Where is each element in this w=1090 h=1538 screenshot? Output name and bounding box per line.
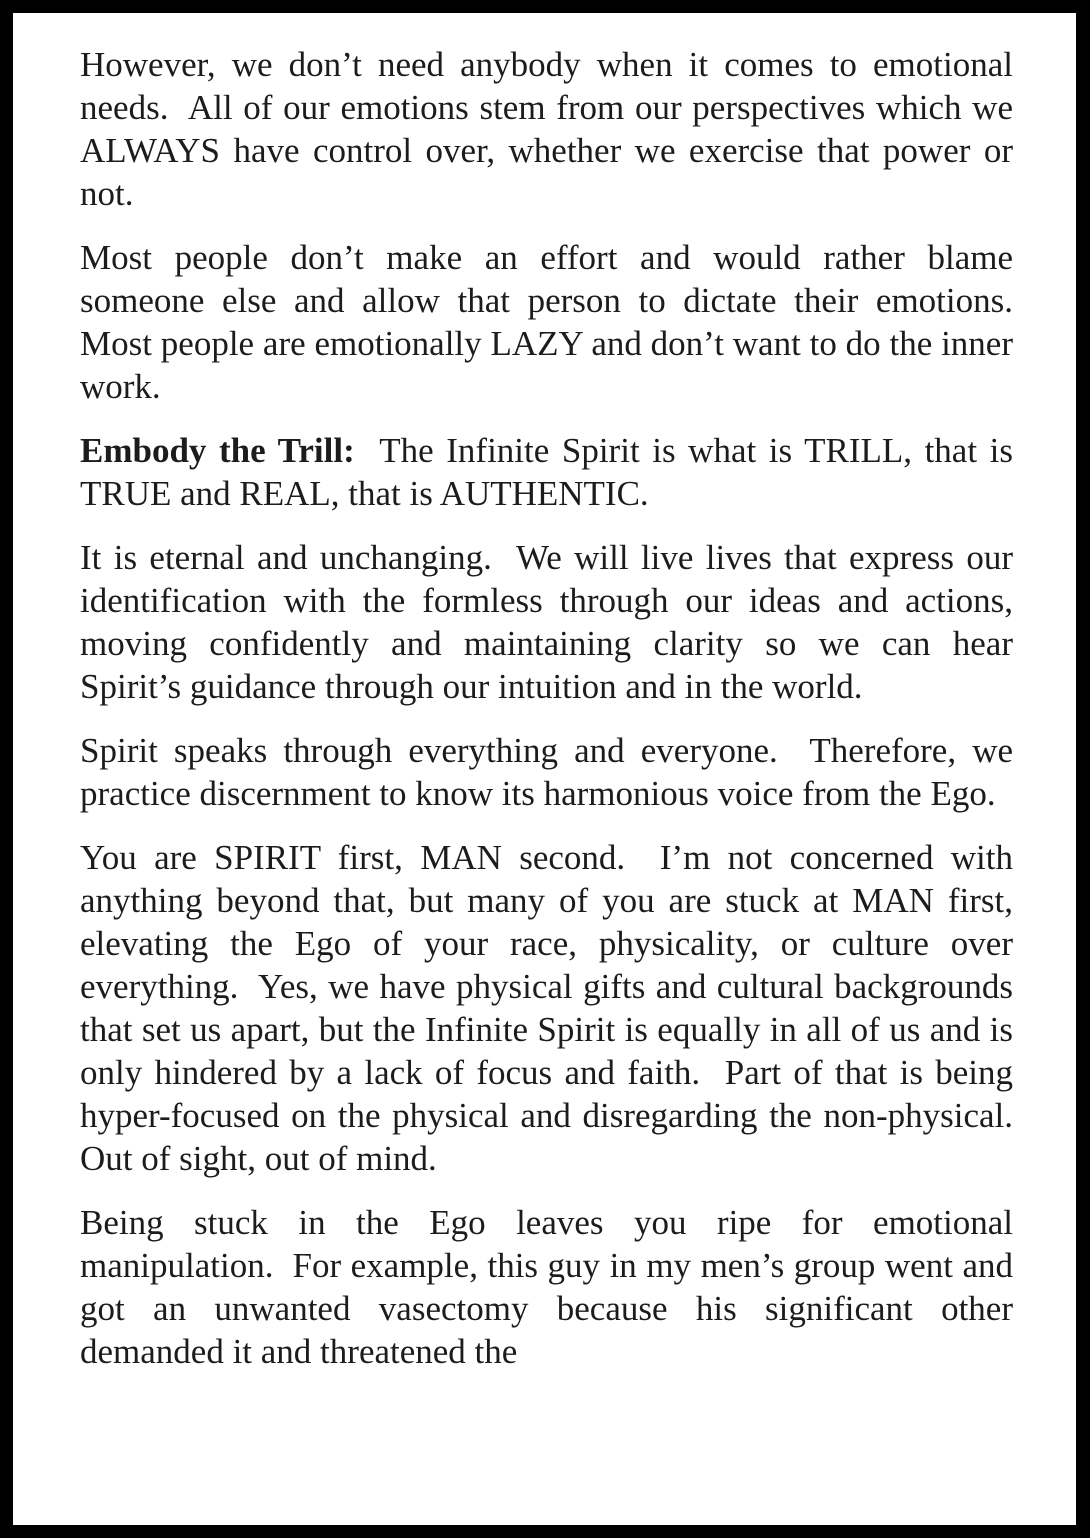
page-text-body xyxy=(80,43,1031,1373)
paragraph: Spirit speaks through everything and everyone. Therefore, we practice discernment to know its harmonious voice from the Ego. xyxy=(80,731,1022,813)
paragraph: It is eternal and unchanging. We will live lives that express our identification with the formless through our ideas and actions, moving confidently and maintaining clarity so we can hear Spirit’s guidance through our intuition and in the world. xyxy=(80,538,1022,706)
paragraph: Most people don’t make an effort and would rather blame someone else and allow that person to dictate their emotions. Most people are emotionally LAZY and don’t want to do the inner work. xyxy=(80,238,1031,406)
paragraph: Embody the Trill: The Infinite Spirit is what is TRILL, that is TRUE and REAL, that is AUTHENTIC. xyxy=(80,431,1022,513)
paragraph: However, we don’t need anybody when it comes to emotional needs. All of our emotions stem from our perspectives which we ALWAYS have control over, whether we exercise that power or not. xyxy=(80,45,1022,213)
paragraph-lead-bold: Embody the Trill: xyxy=(80,431,355,470)
paragraph: You are SPIRIT first, MAN second. I’m not concerned with anything beyond that, but many of you are stuck at MAN first, elevating the Ego of your race, physicality, or culture over everything. Yes, we have physical gifts and cultural backgrounds that set us apart, but the Infinite Spirit is equally in all of us and is only hindered by a lack of focus and faith. Part of that is being hyper-focused on the physical and disregarding the non-physical. Out of sight, out of mind. xyxy=(80,838,1031,1178)
book-page xyxy=(13,13,1076,1525)
paragraph: Being stuck in the Ego leaves you ripe for emotional manipulation. For example, this guy in my men’s group went and got an unwanted vasectomy because his significant other demanded it and threatened the xyxy=(80,1203,1022,1371)
